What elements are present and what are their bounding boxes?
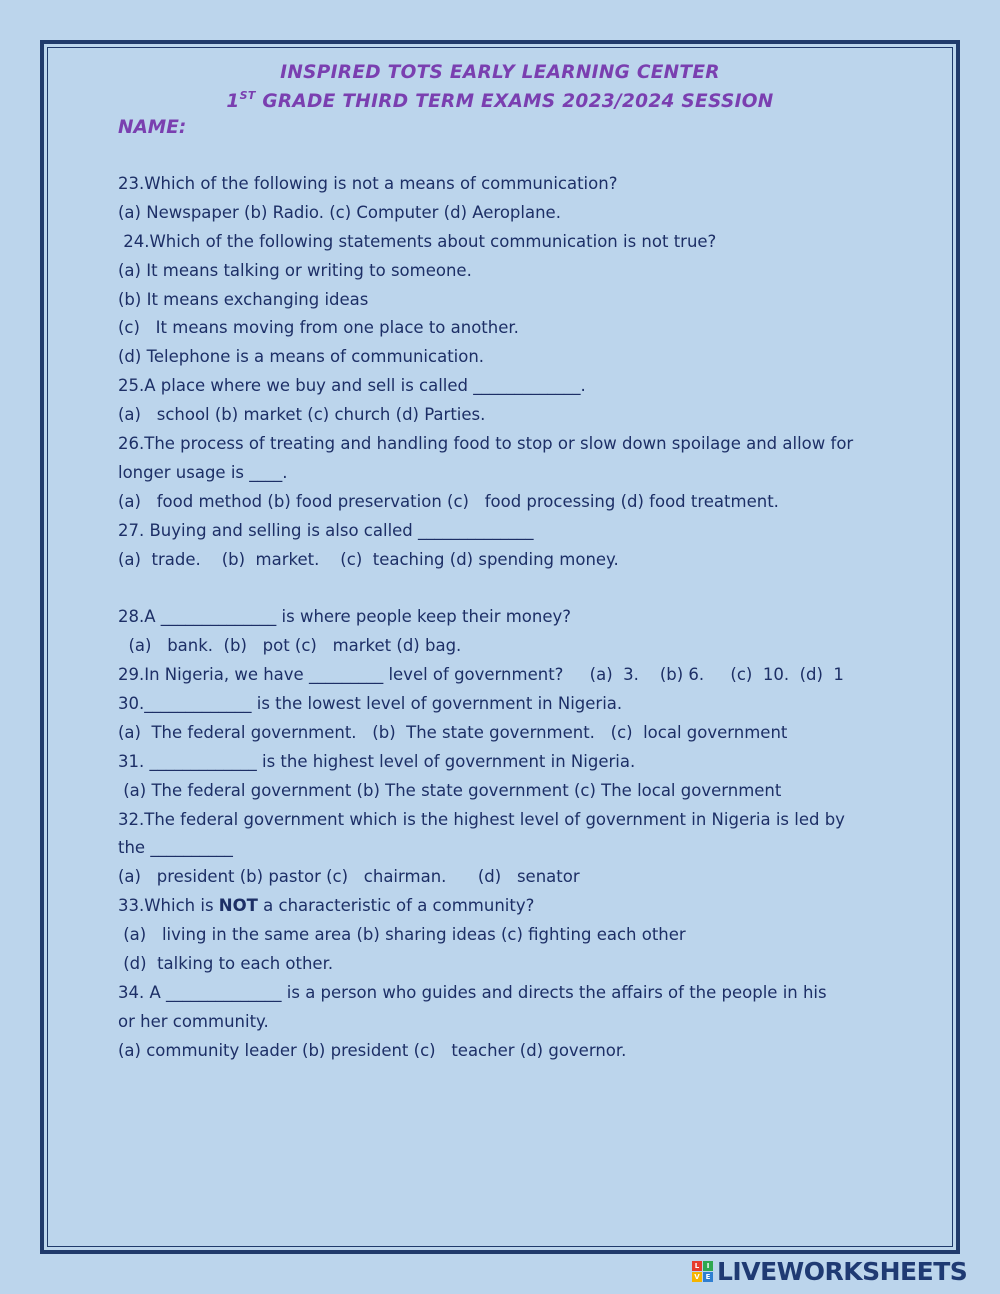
question-31: 31. _____________ is the highest level of government in Nigeria. [118,751,636,771]
question-26: 26.The process of treating and handling food to stop or slow down spoilage and allow for [118,434,854,454]
grade-number: 1 [226,91,240,112]
question-34-options: (a) community leader (b) president (c) teacher (d) governor. [118,1040,627,1060]
question-31-options: (a) The federal government (b) The state government (c) The local government [118,780,782,800]
question-33-end: a characteristic of a community? [257,896,535,916]
question-27-options: (a) trade. (b) market. (c) teaching (d) spending money. [118,549,619,569]
question-24-option-b: (b) It means exchanging ideas [118,289,369,309]
question-24-option-d: (d) Telephone is a means of communication. [118,347,485,367]
grade-superscript: ST [239,89,256,102]
question-33-options-cont: (d) talking to each other. [118,954,334,974]
question-23: 23.Which of the following is not a means of communication? [118,174,618,193]
question-32-cont: the __________ [118,838,233,858]
question-33-emphasis: NOT [218,896,258,916]
question-30-options: (a) The federal government. (b) The state government. (c) local government [118,722,788,742]
question-29: 29.In Nigeria, we have _________ level of government? (a) 3. (b) 6. (c) 10. (d) 1 [118,665,844,685]
question-23-options: (a) Newspaper (b) Radio. (c) Computer (d) Aeroplane. [118,202,561,222]
question-26-options: (a) food method (b) food preservation (c) food processing (d) food treatment. [118,491,779,511]
question-27: 27. Buying and selling is also called ______________ [118,520,534,540]
question-28-options: (a) bank. (b) pot (c) market (d) bag. [118,636,462,656]
question-25: 25.A place where we buy and sell is called _____________. [118,376,586,396]
question-24-option-a: (a) It means talking or writing to someone. [118,260,472,280]
question-30: 30._____________ is the lowest level of government in Nigeria. [118,694,623,714]
exam-title [0,89,1000,112]
question-33-options: (a) living in the same area (b) sharing ideas (c) fighting each other [118,925,686,945]
question-33 [118,892,888,921]
question-24: 24.Which of the following statements about communication is not true? [118,231,717,251]
question-32-options: (a) president (b) pastor (c) chairman. (d) senator [118,867,580,887]
question-33-start: 33.Which is [118,896,219,916]
logo-mark-i: I [703,1261,713,1271]
question-24-option-c: (c) It means moving from one place to another. [118,318,519,338]
logo-mark-l: L [692,1261,702,1271]
logo-text: LIVEWORKSHEETS [717,1256,968,1286]
name-label: NAME: [118,117,187,138]
school-title: INSPIRED TOTS EARLY LEARNING CENTER [280,62,720,83]
question-25-options: (a) school (b) market (c) church (d) Parties. [118,405,486,425]
question-32: 32.The federal government which is the highest level of government in Nigeria is led by [118,809,845,829]
liveworksheets-logo [692,1256,967,1286]
question-26-cont: longer usage is ____. [118,462,288,482]
questions-body [118,170,888,1066]
logo-mark-icon [692,1261,713,1282]
spacer [118,574,888,603]
exam-title-text: GRADE THIRD TERM EXAMS 2023/2024 SESSION [255,91,774,112]
question-34: 34. A ______________ is a person who guides and directs the affairs of the people in his [118,982,827,1002]
logo-mark-v: V [692,1272,702,1282]
question-28: 28.A ______________ is where people keep their money? [118,607,572,627]
question-34-cont: or her community. [118,1011,269,1031]
logo-mark-e: E [703,1272,713,1282]
